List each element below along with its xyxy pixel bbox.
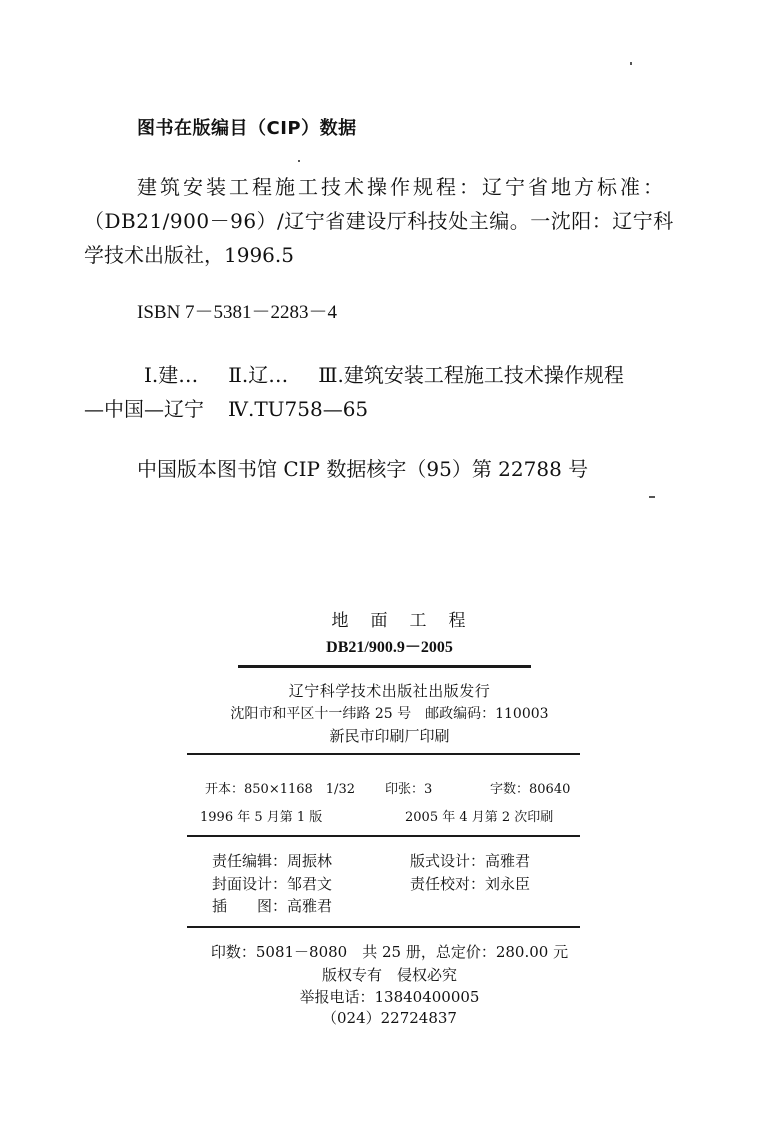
subject-heading: —中国—辽宁 xyxy=(84,397,204,421)
responsible-editor: 责任编辑：周振林 xyxy=(212,852,333,870)
sheet-count: 印张：3 xyxy=(385,782,433,797)
scan-speck xyxy=(298,160,300,162)
print-run-and-price: 印数：5081－8080 共 25 册，总定价：280.00 元 xyxy=(210,943,569,961)
divider-rule xyxy=(187,926,580,928)
illustration-label-part: 插 xyxy=(212,897,228,915)
subject-heading: Ⅰ.建… xyxy=(144,363,199,387)
illustration-label-part: 图：高雅君 xyxy=(257,897,333,915)
report-hotline: 举报电话：13840400005 xyxy=(299,988,480,1006)
subject-heading: Ⅲ.建筑安装工程施工技术操作规程 xyxy=(318,363,624,387)
copyright-notice: 版权专有 侵权必究 xyxy=(321,966,457,984)
cip-description-line-2: （DB21/900－96）/辽宁省建设厅科技处主编。一沈阳：辽宁科 xyxy=(84,209,674,233)
illustrator xyxy=(212,895,332,916)
format-spec: 开本：850×1168 1/32 xyxy=(205,782,355,797)
subject-headings-line-1 xyxy=(144,358,624,392)
subject-headings-line-2 xyxy=(84,392,368,426)
cip-description-line-3: 学技术出版社，1996.5 xyxy=(84,243,294,267)
classification-number: Ⅳ.TU758—65 xyxy=(228,397,369,421)
scan-speck xyxy=(630,62,632,65)
printer: 新民市印刷厂印刷 xyxy=(329,727,450,745)
divider-rule xyxy=(187,753,580,755)
cover-designer: 封面设计：邹君文 xyxy=(212,875,333,893)
subject-heading: Ⅱ.辽… xyxy=(228,363,289,387)
scan-speck xyxy=(649,496,655,498)
publisher: 辽宁科学技术出版社出版发行 xyxy=(288,682,491,700)
isbn: ISBN 7－5381－2283－4 xyxy=(137,302,338,323)
cip-heading: 图书在版编目（CIP）数据 xyxy=(137,118,357,139)
publisher-address: 沈阳市和平区十一纬路 25 号 邮政编码：110003 xyxy=(230,706,549,722)
divider-rule xyxy=(238,665,531,668)
standard-code: DB21/900.9－2005 xyxy=(326,639,453,656)
divider-rule xyxy=(187,835,580,837)
proofreader: 责任校对：刘永臣 xyxy=(410,875,531,893)
layout-designer: 版式设计：高雅君 xyxy=(410,852,531,870)
edition: 1996 年 5 月第 1 版 xyxy=(200,810,323,825)
cip-description-line-1: 建筑安装工程施工技术操作规程：辽宁省地方标准： xyxy=(137,175,666,199)
phone-number: （024）22724837 xyxy=(322,1009,457,1027)
printing: 2005 年 4 月第 2 次印刷 xyxy=(405,810,554,825)
word-count: 字数：80640 xyxy=(490,782,571,797)
book-title: 地面工程 xyxy=(331,611,488,631)
cip-catalog-number: 中国版本图书馆 CIP 数据核字（95）第 22788 号 xyxy=(137,457,589,481)
